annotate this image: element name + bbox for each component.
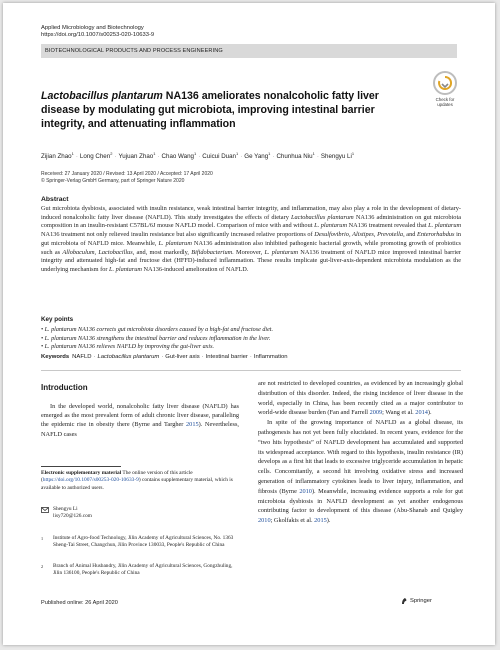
author[interactable]: Zijian Zhao$^1$	[41, 151, 74, 161]
correspondence	[41, 506, 239, 521]
keyword[interactable]: Gut-liver axis	[165, 354, 200, 360]
keyword[interactable]: Inflammation	[253, 354, 288, 360]
publisher-logo	[401, 597, 432, 605]
abstract-text: Gut microbiota dysbiosis, associated with insulin resistance, weak intestinal barrier integrity, and inflammation, may also play a role in the development of dietary-induced nonalcoholic fatty liver disease (NAFLD). This study investigates the effects of dietary Lactobacillus plantarum NA136 administration on gut microbiota composition in an insulin-resistant C57BL/6J mouse NAFLD model. Comparison of mice with and without L. plantarum NA136 treatment revealed that L. plantarum NA136 treatment not only relieved insulin resistance but also significantly increased relative proportions of Desulfovibrio, Alistipes, Prevotella, and Enterorhabdus in gut microbiota of NAFLD mice. Meanwhile, L. plantarum NA136 administration also inhibited pathogenic bacterial growth, while promoting growth of probiotics such as Allobaculum, Lactobacillus, and, most markedly, Bifidobacterium. Moreover, L. plantarum NA136 treatment of NAFLD mice improved intestinal barrier integrity and attenuated high-fat and fructose diet (HFFD)-induced inflammation. These results implicate gut-liver-axis-dependent microbiota modulation as the underlying mechanism for L. plantarum NA136-induced amelioration of NAFLD.	[41, 205, 462, 273]
footnote-divider	[41, 466, 121, 467]
key-points-heading: Key points	[41, 316, 74, 323]
keyword[interactable]: NAFLD	[72, 354, 92, 360]
author-email[interactable]: lisy720@126.com	[53, 513, 92, 520]
check-for-updates-badge[interactable]	[426, 71, 464, 113]
author[interactable]: Chao Wang$^1$	[161, 151, 197, 161]
intro-paragraph: In spite of the growing importance of NAFLD as a global disease, its pathogenesis has not yet been fully elucidated. In recent years, evidence for the “two hits hypothesis” of NAFLD development has accumulated and supported its widespread acceptance. With regard to this hypothesis, insulin resistance (IR) develops as a first hit that leads to excessive triglyceride accumulation in hepatic cells. Concomitantly, a second hit involving oxidative stress and increased generation of inflammatory cytokines leads to liver injury, inflammation, and fibrosis (Byrne 2010). Meanwhile, increasing evidence supports a role for gut microbiota dysbiosis in NAFLD development as yet another endogenous contributing factor to development of this disease (Abu-Shanab and Quigley 2010; Gkolfakis et al. 2015).	[258, 419, 463, 525]
keyword[interactable]: Intestinal barrier	[205, 354, 248, 360]
publisher-name: Springer	[410, 598, 432, 604]
key-point-item: • L. plantarum NA136 corrects gut microbiota disorders caused by a high-fat and fructose diet.	[41, 327, 273, 333]
esm-label: Electronic supplementary material	[41, 470, 122, 476]
author[interactable]: Shengyu Li$^1$	[320, 151, 355, 161]
citation-link[interactable]: 2015	[314, 517, 327, 525]
badge-line2: updates	[437, 102, 453, 107]
author[interactable]: Chunhua Niu$^1$	[276, 151, 315, 161]
affiliation: 2 Branch of Animal Husbandry, Jilin Academy of Agricultural Sciences, Gongzhuling, Jilin 136100, People's Republic of China	[41, 563, 233, 577]
title-species: Lactobacillus plantarum	[41, 90, 163, 102]
check-for-updates-icon	[433, 71, 457, 95]
date-history: Received: 27 January 2020 / Revised: 13 April 2020 / Accepted: 17 April 2020	[41, 171, 213, 177]
key-point-item: • L. plantarum NA136 relieves NAFLD by improving the gut-liver axis.	[41, 344, 214, 351]
article-title	[41, 89, 411, 131]
key-points-list	[41, 326, 461, 352]
citation-link[interactable]: 2009	[369, 409, 383, 417]
published-date: Published online: 26 April 2020	[41, 600, 118, 606]
abstract-heading: Abstract	[41, 196, 69, 203]
citation-link[interactable]: 2010	[258, 517, 271, 525]
title-rest: NA136 ameliorates nonalcoholic fatty liver disease by modulating gut microbiota, improving intestinal barrier integrity, and attenuating inflammation	[41, 90, 379, 130]
keyword[interactable]: Lactobacillus plantarum	[97, 354, 160, 360]
article-dates	[41, 171, 213, 185]
envelope-icon	[41, 507, 49, 513]
journal-name: Applied Microbiology and Biotechnology	[41, 25, 144, 31]
affiliation: 1 Institute of Agro-food Technology, Jilin Academy of Agricultural Sciences, No. 1363 Sheng-Tai Street, Changchun, Jilin Province 130033, People's Republic of China	[41, 535, 234, 549]
badge-line1: Check for	[435, 97, 455, 102]
section-divider	[41, 370, 461, 371]
copyright-line: © Springer-Verlag GmbH Germany, part of Springer Nature 2020	[41, 178, 185, 184]
author-list: Zijian Zhao$^1$ · Long Chen$^2$ · Yujuan Zhao$^1$ · Chao Wang$^1$ · Cuicui Duan$^1$ · Ge Yang$^1$ · Chunhua Niu$^1$ · Shengyu Li$^1$	[41, 151, 355, 161]
doi-link[interactable]: https://doi.org/10.1007/s00253-020-10633-9	[41, 32, 155, 39]
intro-paragraph: are not restricted to developed countries, as evidenced by an increasingly global distribution of this disorder. Indeed, the rising incidence of liver disease in the world, especially in China, has been recently cited as a major contributor to world-wide disease burden (Fan and Farrell 2009; Wang et al. 2014).	[258, 380, 463, 417]
introduction-heading: Introduction	[41, 383, 88, 392]
journal-header	[41, 25, 154, 40]
supplementary-note: Electronic supplementary material The online version of this article (https://doi.org/10.1007/s00253-020-10633-9) contains supplementary material, which is available to authorized users.	[41, 470, 233, 491]
citation-link[interactable]: 2015	[186, 421, 199, 429]
author[interactable]: Yujuan Zhao$^1$	[118, 151, 156, 161]
citation-link[interactable]: 2010	[299, 487, 312, 495]
keywords-line: Keywords NAFLD · Lactobacillus plantarum · Gut-liver axis · Intestinal barrier · Inflammation	[41, 354, 288, 360]
keywords-label: Keywords	[41, 354, 70, 360]
intro-column-left: In the developed world, nonalcoholic fatty liver disease (NAFLD) has emerged as the most prevalent form of adult chronic liver disease, paralleling the epidemic rise in obesity there (Byrne and Targher 2015). Nevertheless, NAFLD cases	[41, 403, 240, 438]
author[interactable]: Ge Yang$^1$	[244, 151, 271, 161]
corresponding-author: Shengyu Li	[53, 506, 78, 512]
author[interactable]: Cuicui Duan$^1$	[202, 151, 239, 161]
springer-horse-icon	[401, 597, 408, 605]
intro-column-right	[258, 379, 463, 526]
section-banner: BIOTECHNOLOGICAL PRODUCTS AND PROCESS ENGINEERING	[41, 44, 457, 58]
article-page	[3, 3, 495, 645]
esm-link[interactable]: https://doi.org/10.1007/s00253-020-10633-9	[42, 477, 139, 484]
author[interactable]: Long Chen$^2$	[79, 151, 113, 161]
citation-link[interactable]: 2014	[415, 409, 428, 417]
key-point-item: • L. plantarum NA136 strengthens the intestinal barrier and reduces inflammation in the liver.	[41, 335, 271, 342]
